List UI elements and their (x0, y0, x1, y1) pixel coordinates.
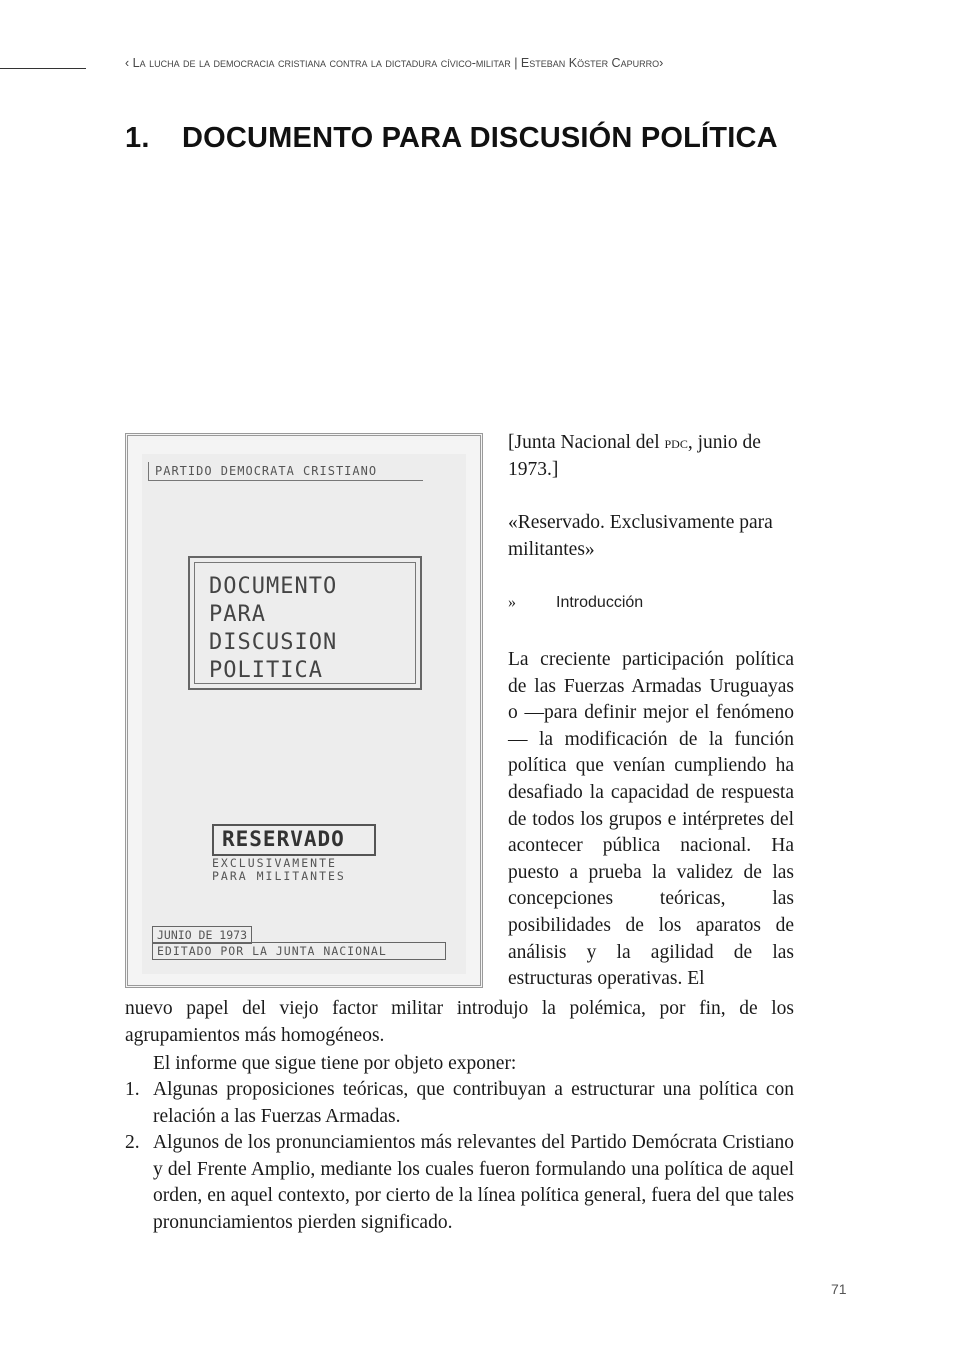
paragraph-informe: El informe que sigue tiene por objeto exponer: (153, 1053, 517, 1074)
source-note (508, 430, 794, 483)
list-item-text: Algunos de los pronunciamientos más relevantes del Partido Demócrata Cristiano y del Frente Amplio, mediante los cuales fueron formulando una política de aquel orden, en aquel contexto, por cierto de la línea política general, fuera del que tales pronunciamientos pierden significado. (153, 1132, 794, 1233)
cover-editor: EDITADO POR LA JUNTA NACIONAL (152, 942, 446, 960)
chapter-title-text: DOCUMENTO PARA DISCUSIÓN POLÍTICA (182, 122, 778, 154)
list-item-number: 2. (125, 1132, 140, 1153)
cover-title-box (188, 556, 422, 690)
running-head: ‹ La lucha de la democracia cristiana contra la dictadura cívico-militar | Esteban Köster Capurro› (125, 56, 664, 70)
cover-title-line: POLITICA (209, 658, 323, 683)
page-number: 71 (831, 1281, 847, 1297)
document-cover-page (142, 454, 466, 974)
list-item-number: 1. (125, 1079, 140, 1100)
section-heading (508, 594, 643, 612)
chapter-title (125, 122, 778, 155)
cover-title-line: PARA (209, 602, 266, 627)
cover-party-name: PARTIDO DEMOCRATA CRISTIANO (148, 462, 423, 481)
paragraph-intro-continued: nuevo papel del viejo factor militar introdujo la polémica, por fin, de los agrupamientos más homogéneos. (125, 998, 794, 1046)
list-item (125, 1130, 794, 1236)
reserved-note: «Reservado. Exclusivamente para militantes» (508, 512, 773, 560)
list-item (125, 1077, 794, 1130)
cover-reservado: RESERVADO (222, 827, 345, 851)
cover-reservado-box (212, 824, 376, 856)
cover-exclusive-line: EXCLUSIVAMENTE (212, 856, 337, 870)
cover-title-line: DOCUMENTO (209, 574, 338, 599)
cover-title (209, 573, 337, 685)
source-note-abbr: pdc (664, 433, 688, 452)
document-cover-image (125, 433, 483, 988)
cover-date: JUNIO DE 1973 (152, 926, 252, 944)
chapter-number: 1. (125, 122, 150, 154)
source-note-post: , junio de 1973.] (508, 432, 761, 480)
paragraph-intro: La creciente participación política de las Fuerzas Armadas Uruguayas o —para definir mejor el fenómeno— la modificación de la función política que venían cumpliendo ha desafiado la capacidad de respuesta de todos los grupos e intérpretes del acontecer pública nacional. Ha puesto a prueba la validez de las concepciones teóricas, las posibilidades de los aparatos de análisis y la agilidad de las estructuras operativas. El (508, 649, 794, 990)
source-note-pre: [Junta Nacional del (508, 432, 665, 453)
cover-title-box-inner (194, 562, 416, 684)
cover-exclusive-line: PARA MILITANTES (212, 869, 346, 883)
section-marker: » (508, 594, 516, 611)
header-rule (0, 68, 86, 69)
cover-title-line: DISCUSION (209, 630, 338, 655)
cover-exclusive-note (212, 857, 346, 883)
list-item-text: Algunas proposiciones teóricas, que contribuyan a estructurar una política con relación a las Fuerzas Armadas. (153, 1079, 794, 1127)
section-heading-text: Introducción (556, 594, 644, 611)
